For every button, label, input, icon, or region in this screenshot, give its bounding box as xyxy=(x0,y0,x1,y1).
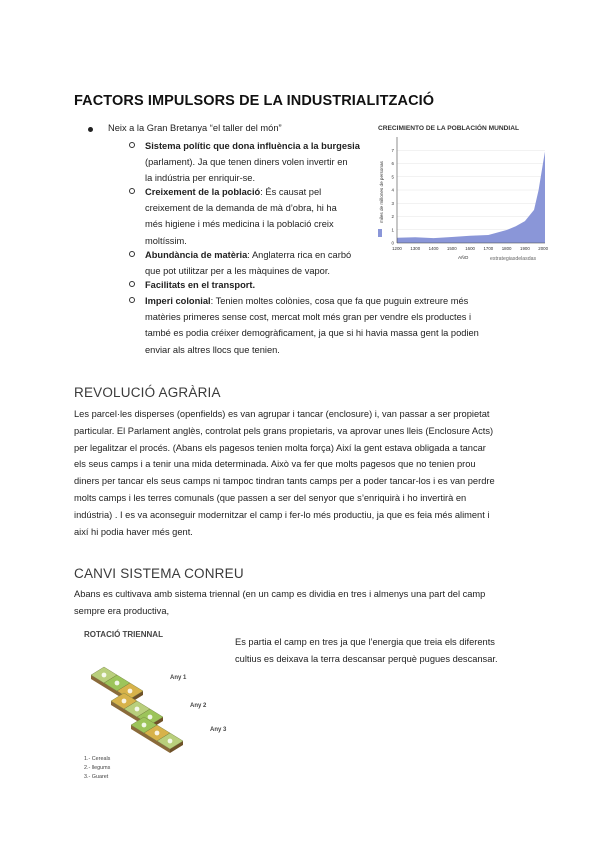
sub-item-label: Abundància de matèria xyxy=(145,250,248,260)
chart-credit: estrategiasdelasdas xyxy=(490,256,537,262)
chart-x-tick-label: 1800 xyxy=(501,246,512,251)
agrarian-paragraph xyxy=(74,406,495,540)
chart-x-tick-label: 1900 xyxy=(520,246,530,251)
year-label-2: Any 2 xyxy=(190,703,207,709)
figure-title: ROTACIÓ TRIENNAL xyxy=(84,630,163,639)
bullet-dot xyxy=(88,127,93,132)
chart-x-tick-label: 1600 xyxy=(465,246,475,251)
paragraph-line: indústria) . I es va aconseguir modernitzar el camp i fer-lo més productiu, ja que es feia més aliment i xyxy=(74,509,490,520)
chart-y-tick-label: 4 xyxy=(391,187,394,193)
chart-y-tick-label: 0 xyxy=(391,240,394,246)
sub-item-line: moltíssim. xyxy=(145,235,187,246)
sub-item-raw-materials xyxy=(145,247,375,279)
chart-y-tick-label: 2 xyxy=(391,214,394,219)
sub-item-label: Creixement de la població xyxy=(145,187,261,197)
chart-side-swatch xyxy=(378,229,382,237)
paragraph-line: sempre era productiva, xyxy=(74,605,170,616)
chart-x-tick-label: 1400 xyxy=(428,246,439,251)
sub-item-first-rest: : Anglaterra rica en carbó xyxy=(247,250,352,260)
paragraph-line: particular. El Parlament anglès, controlat pels grans propietaris, va aprovar unes lleis (Enclosure Acts) xyxy=(74,425,494,436)
sub-item-line: creixement de la demanda de mà d’obra, hi ha xyxy=(145,203,337,214)
sub-bullet-circle xyxy=(129,251,135,257)
paragraph-line: Abans es cultivava amb sistema triennal (en un camp es dividia en tres i almenys una part del camp xyxy=(74,589,486,599)
bullet-text: Neix a la Gran Bretanya “el taller del món” xyxy=(108,123,282,133)
sub-item-line: també es podia créixer demogràficament, ja que si hi havia massa gent la podien xyxy=(145,328,479,339)
sub-item-line: que pot utilitzar per a les màquines de vapor. xyxy=(145,266,331,277)
year-label-3: Any 3 xyxy=(210,727,227,733)
paragraph-line: Les parcel·les disperses (openfields) es van agrupar i tancar (enclosure) i, van passar a ser propietat xyxy=(74,409,490,419)
chart-x-tick-label: 1300 xyxy=(410,246,421,251)
sub-item-population-growth xyxy=(145,184,375,249)
chart-y-tick-label: 5 xyxy=(391,174,394,180)
chart-x-tick-label: 1200 xyxy=(392,246,402,251)
section-title-agrarian: REVOLUCIÓ AGRÀRIA xyxy=(74,385,221,400)
paragraph-line: els seus camps i a tenir una mida determinada. Això va fer que molts pagesos que no tenien prou xyxy=(74,459,476,470)
triennial-rotation-figure xyxy=(82,625,232,785)
sub-item-line: més higiene i més medicina i la població creix xyxy=(145,219,334,230)
chart-y-tick-label: 7 xyxy=(391,147,394,153)
sub-item-transport xyxy=(145,277,375,293)
paragraph-line: així hi podia haver més gent. xyxy=(74,526,193,537)
paragraph-line: cultius es deixava la terra descansar perquè pugues descansar. xyxy=(235,653,498,664)
sub-item-political-system xyxy=(145,138,375,187)
sub-item-label: Facilitats en el transport. xyxy=(145,280,256,290)
chart-y-tick-label: 1 xyxy=(391,227,394,233)
sub-item-label: Imperi colonial xyxy=(145,296,211,306)
legend-fallow: 3.- Guaret xyxy=(84,774,109,780)
chart-x-tick-label: 1500 xyxy=(446,246,457,251)
sub-bullet-circle xyxy=(129,188,135,194)
sub-item-colonial-empire xyxy=(145,293,525,358)
chart-ylabel: miles de millones de personas xyxy=(379,161,384,223)
chart-background xyxy=(373,121,551,265)
year-label-1: Any 1 xyxy=(170,675,187,681)
chart-y-tick-label: 3 xyxy=(391,200,394,206)
sub-item-line: la indústria per enriquir-se. xyxy=(145,173,256,184)
sub-item-line: (parlament). Ja que tenen diners volen invertir en xyxy=(145,157,348,168)
chart-x-tick-label: 2000 xyxy=(538,246,549,251)
bullet-item-origin xyxy=(92,123,282,133)
rotation-explanation xyxy=(235,634,498,668)
chart-x-tick-label: 1700 xyxy=(483,246,494,251)
sub-item-line: enviar als altres llocs que tenien. xyxy=(145,344,280,355)
sub-item-line: matèries primeres sense cost, mercat molt més gran per vendre els productes i xyxy=(145,312,472,323)
paragraph-line: per legalitzar el procés. (Abans els pagesos tenien molta força) Així la gent estava obligada a tancar xyxy=(74,442,486,453)
sub-bullet-circle xyxy=(129,297,135,303)
legend-cereals: 1.- Cereals xyxy=(84,756,111,762)
chart-y-tick-label: 6 xyxy=(391,161,394,166)
legend-legumes: 2.- llegums xyxy=(84,765,111,771)
chart-xlabel: AÑO xyxy=(458,256,469,261)
paragraph-line: diners per tancar els seus camps ni tampoc tindran tants camps per a poder tancar-los i es van perdre xyxy=(74,476,495,487)
chart-title: CRECIMIENTO DE LA POBLACIÓN MUNDIAL xyxy=(378,125,520,132)
sub-item-first-rest: : Tenien moltes colònies, cosa que fa que puguin extreure més xyxy=(210,296,469,306)
sub-item-label: Sistema polític que dona influència a la burgesia xyxy=(145,141,360,151)
section-title-factors: FACTORS IMPULSORS DE LA INDUSTRIALITZACIÓ xyxy=(74,93,435,109)
paragraph-line: Es partia el camp en tres ja que l’energia que treia els diferents xyxy=(235,637,495,647)
section-title-crop-system: CANVI SISTEMA CONREU xyxy=(74,566,244,581)
sub-bullet-circle xyxy=(129,281,135,287)
sub-item-first-rest: : És causat pel xyxy=(260,187,322,197)
population-growth-chart xyxy=(373,121,551,265)
crop-system-paragraph xyxy=(74,586,485,620)
sub-bullet-circle xyxy=(129,142,135,148)
paragraph-line: molts camps i les terres comunals (que passen a ser del senyor que s’enriquirà i ho invertirà en xyxy=(74,492,467,503)
